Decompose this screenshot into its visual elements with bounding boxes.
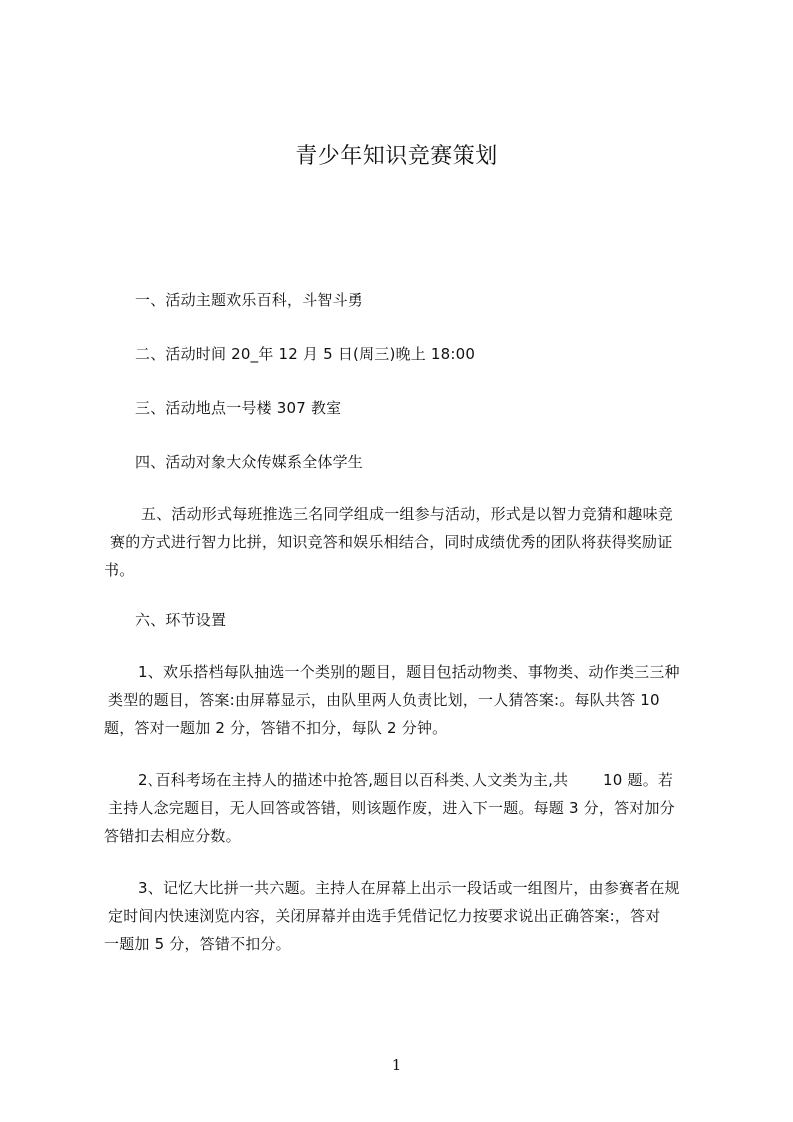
item-line: 1、欢乐搭档每队抽选一个类别的题目，题目包括动物类、事物类、动作类三三种 <box>138 663 680 681</box>
item-encyclopedia <box>104 766 724 850</box>
item-line: 定时间内快速浏览内容，关闭屏幕并由选手凭借记忆力按要求说出正确答案:，答对 <box>108 907 661 925</box>
section-location: 三、活动地点一号楼 307 教室 <box>135 399 342 417</box>
section-theme: 一、活动主题欢乐百科，斗智斗勇 <box>135 291 364 309</box>
item-line: 2､百科考场在主持人的描述中抢答,题目以百科类､人文类为主,共 10 题。若 <box>138 771 674 789</box>
page-number: 1 <box>391 1056 402 1074</box>
section-settings: 六、环节设置 <box>135 611 227 629</box>
item-line: 答错扣去相应分数。 <box>104 827 241 845</box>
item-line: 主持人念完题目，无人回答或答错，则该题作废，进入下一题。每题 3 分，答对加分 <box>108 799 675 817</box>
section-format-line: 五、活动形式每班推选三名同学组成一组参与活动，形式是以智力竞猜和趣味竞 <box>141 505 674 523</box>
item-happy-partners <box>104 658 724 742</box>
item-line: 3、记忆大比拼一共六题。主持人在屏幕上出示一段话或一组图片，由参赛者在规 <box>138 879 680 897</box>
item-memory-contest <box>104 874 724 958</box>
item-line: 类型的题目，答案:由屏幕显示，由队里两人负责比划，一人猜答案:。每队共答 10 <box>108 691 660 709</box>
item-line: 题，答对一题加 2 分，答错不扣分，每队 2 分钟。 <box>104 719 448 737</box>
section-format-line: 赛的方式进行智力比拼，知识竞答和娱乐相结合，同时成绩优秀的团队将获得奖励证 <box>110 533 673 551</box>
section-audience: 四、活动对象大众传媒系全体学生 <box>135 453 364 471</box>
section-time: 二、活动时间 20_年 12 月 5 日(周三)晚上 18:00 <box>135 345 476 363</box>
section-format-line: 书。 <box>104 561 135 579</box>
item-line: 一题加 5 分，答错不扣分。 <box>104 935 291 953</box>
document-title: 青少年知识竞赛策划 <box>295 144 498 169</box>
section-format <box>104 500 724 584</box>
